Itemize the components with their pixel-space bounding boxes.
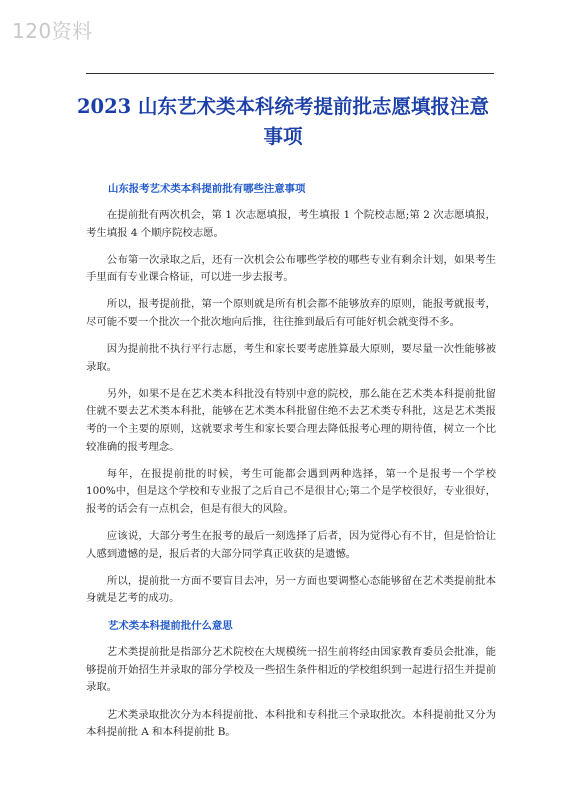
watermark: 120资料 [12, 19, 93, 43]
section-heading: 山东报考艺术类本科提前批有哪些注意事项 [108, 183, 306, 195]
paragraph: 所以，报考提前批，第一个原则就是所有机会都不能够放弃的原则，能报考就报考，尽可能不要一个批次一个批次地向后推，往往推到最后有可能好机会就变得不多。 [86, 298, 496, 328]
section-1 [86, 180, 496, 608]
section-2 [86, 617, 496, 741]
paragraph: 公布第一次录取之后，还有一次机会公布哪些学校的哪些专业有剩余计划，如果考生手里面有专业课合格证，可以进一步去报考。 [86, 253, 496, 284]
paragraph: 应该说，大部分考生在报考的最后一刻选择了后者，因为觉得心有不甘，但是恰恰让人感到遗憾的是，报后者的大部分同学真正收获的是遗憾。 [86, 529, 496, 560]
paragraph: 艺术类提前批是指部分艺术院校在大规模统一招生前将经由国家教育委员会批准，能够提前开始招生并录取的部分学校及一些招生条件相近的学校组织到一起进行招生并提前录取。 [86, 646, 496, 694]
paragraph: 在提前批有两次机会，第 1 次志愿填报，考生填报 1 个院校志愿;第 2 次志愿填报，考生填报 4 个顺序院校志愿。 [86, 209, 496, 239]
paragraph: 艺术类录取批次分为本科提前批、本科批和专科批三个录取批次。本科提前批又分为本科提前批 A 和本科提前批 B。 [86, 708, 496, 739]
paragraph: 因为提前批不执行平行志愿，考生和家长要考虑胜算最大原则，要尽量一次性能够被录取。 [86, 343, 496, 373]
document-title: 2023 山东艺术类本科统考提前批志愿填报注意事项 [76, 95, 490, 148]
document-body [86, 180, 496, 751]
section-heading: 艺术类本科提前批什么意思 [108, 620, 233, 633]
header-divider [86, 73, 494, 74]
paragraph: 另外，如果不是在艺术类本科批没有特别中意的院校，那么能在艺术类本科提前批留住就不要去艺术类本科批，能够在艺术类本科批留住绝不去艺术类专科批，这是艺术类报考的一个主要的原则，这就要求考生和家长要合理去降低报考心理的期待值，树立一个比较准确的报考理念。 [86, 387, 496, 453]
paragraph: 每年，在报提前批的时候，考生可能都会遇到两种选择，第一个是报考一个学校 100%中，但是这个学校和专业报了之后自己不是很甘心;第二个是学校很好，专业很好，报考的话会有一点机会，但是有很大的风险。 [86, 467, 496, 515]
paragraph: 所以，提前批一方面不要盲目去冲，另一方面也要调整心态能够留在艺术类提前批本身就是艺考的成功。 [86, 574, 496, 605]
